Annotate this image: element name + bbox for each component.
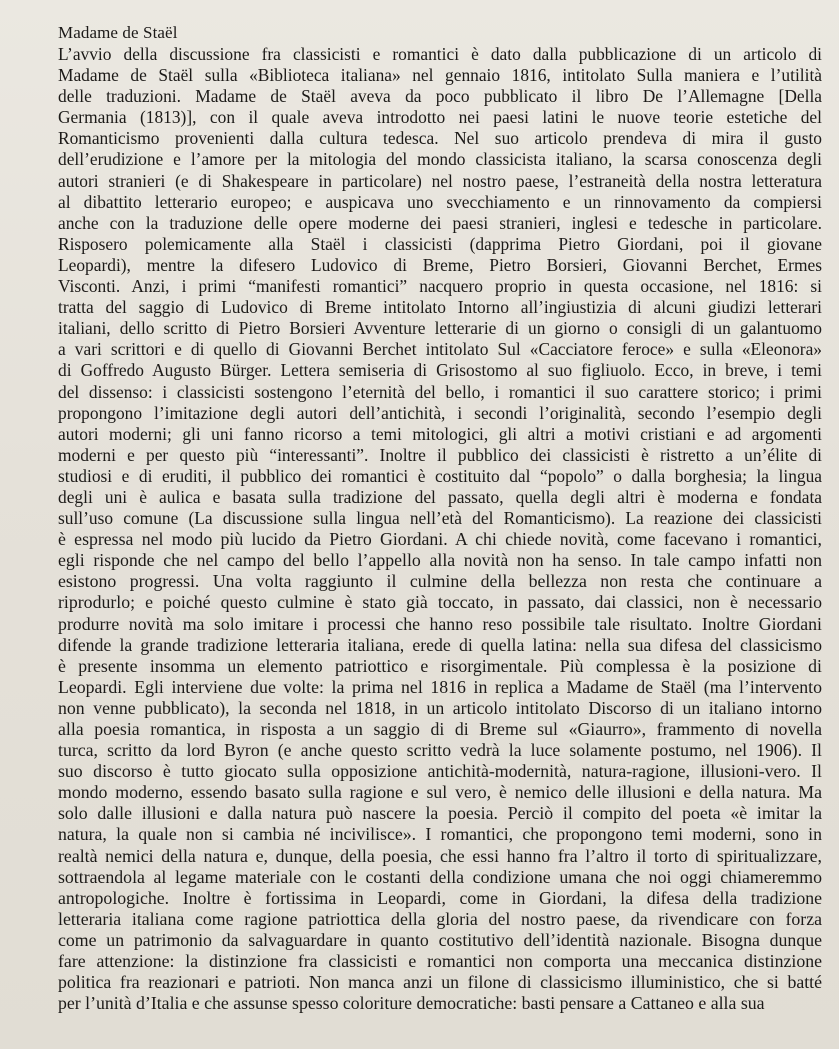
text-line: alla poesia romantica, in risposta a un saggio di di Breme sul «Giaurro», frammento di novella (58, 719, 822, 739)
text-line: del dissenso: i classicisti sostengono l’eternità del bello, i romantici il suo carattere storico; i primi (58, 381, 822, 402)
text-line: italiani, dello scritto di Pietro Borsieri Avventure letterarie di un giorno o consigli di un galantuomo (58, 318, 822, 339)
text-line: Germania (1813)], con il quale aveva introdotto nei paesi latini le nuove teorie estetiche del (58, 107, 822, 128)
text-line: Visconti. Anzi, i primi “manifesti romantici” nacquero proprio in questa occasione, nel 1816: si (58, 276, 822, 297)
text-line: al dibattito letterario europeo; e auspicava uno svecchiamento e un rinnovamento da compiersi (58, 191, 822, 212)
text-line: sull’uso comune (La discussione sulla lingua nell’età del Romanticismo). La reazione dei classicisti (58, 508, 822, 529)
text-line: moderni e per questo più “interessanti”. Inoltre il pubblico dei classicisti è ristretto a un’élite di (58, 444, 822, 465)
body-paragraph (58, 44, 822, 1014)
text-line: L’avvio della discussione fra classicisti e romantici è dato dalla pubblicazione di un articolo di (58, 44, 822, 64)
text-line: riprodurlo; e poiché questo culmine è stato già toccato, in passato, dai classici, non è necessario (58, 592, 822, 613)
text-line: propongono l’imitazione degli autori dell’antichità, i secondi l’originalità, secondo l’esempio degli (58, 402, 822, 423)
text-line: Leopardi), mentre la difesero Ludovico di Breme, Pietro Borsieri, Giovanni Berchet, Ermes (58, 254, 822, 275)
text-line: è presente insomma un elemento patriottico e risorgimentale. Più complessa è la posizione di (58, 655, 822, 676)
text-line: è espressa nel modo più lucido da Pietro Giordani. A chi chiede novità, come facevano i romantici, (58, 529, 822, 550)
text-line: antropologiche. Inoltre è fortissima in Leopardi, come in Giordani, la difesa della tradizione (58, 887, 822, 908)
running-head: Madame de Staël (58, 23, 178, 42)
text-line: natura, la quale non si cambia né incivilisce». I romantici, che propongono temi moderni, sono in (58, 824, 822, 845)
text-line: di Goffredo Augusto Bürger. Lettera semiseria di Grisostomo al suo figliuolo. Ecco, in breve, i temi (58, 360, 822, 381)
text-line: esistono progressi. Una volta raggiunto il culmine della bellezza non resta che continuare a (58, 571, 822, 592)
text-line: realtà nemici della natura e, dunque, della poesia, che essi hanno fra l’altro il torto di spiritualizzare, (58, 845, 822, 866)
text-line: per l’unità d’Italia e che assunse spesso coloriture democratiche: basti pensare a Cattaneo e alla sua (58, 993, 765, 1014)
text-line: produrre novità ma solo imitare i processi che hanno reso possibile tale risultato. Inoltre Giordani (58, 613, 822, 634)
text-line: tratta del saggio di Ludovico di Breme intitolato Intorno all’ingiustizia di alcuni giudizi letterari (58, 297, 822, 318)
text-line: studiosi e di eruditi, il pubblico dei romantici è costituito dal “popolo” o dalla borghesia; la lingua (58, 465, 822, 486)
text-line: Madame de Staël sulla «Biblioteca italiana» nel gennaio 1816, intitolato Sulla maniera e l’utilità (58, 65, 822, 86)
text-line: delle traduzioni. Madame de Staël aveva da poco pubblicato il libro De l’Allemagne [Della (58, 86, 822, 107)
text-line: difende la grande tradizione letteraria italiana, erede di quella latina: nella sua difesa del classicismo (58, 634, 822, 655)
text-line: fare attenzione: la distinzione fra classicisti e romantici non comporta una meccanica distinzione (58, 951, 822, 972)
text-line: solo dalle illusioni e dalla natura può nascere la poesia. Perciò il compito del poeta «è imitar la (58, 803, 822, 824)
text-line: sottraendola al legame materiale con le costanti della condizione umana che noi oggi chiameremmo (58, 866, 822, 887)
text-line: autori moderni; gli uni fanno ricorso a temi mitologici, gli altri a motivi cristiani e ad argomenti (58, 423, 822, 444)
text-line: autori stranieri (e di Shakespeare in particolare) nel nostro paese, l’estraneità della nostra letteratura (58, 170, 822, 191)
text-line: non venne pubblicato), la seconda nel 1818, in un articolo intitolato Discorso di un italiano intorno (58, 697, 822, 718)
text-line: suo discorso è tutto giocato sulla opposizione antichità-modernità, natura-ragione, illusioni-vero. Il (58, 761, 822, 782)
text-line: dell’erudizione e l’amore per la mitologia del mondo classicista italiano, la scarsa conoscenza degli (58, 149, 822, 170)
text-line: egli risponde che nel campo del bello l’appello alla novità non ha senso. In tale campo infatti non (58, 550, 822, 571)
text-line: turca, scritto da lord Byron (e anche questo scritto vedrà la luce solamente postumo, nel 1906). Il (58, 740, 822, 761)
text-line: come un patrimonio da salvaguardare in quanto costitutivo dell’identità nazionale. Bisogna dunque (58, 929, 822, 950)
text-line: Leopardi. Egli interviene due volte: la prima nel 1816 in replica a Madame de Staël (ma l’intervento (58, 676, 822, 697)
text-line: politica fra reazionari e patrioti. Non manca anzi un filone di classicismo illuministico, che si batté (58, 972, 822, 993)
text-line: Risposero polemicamente alla Staël i classicisti (dapprima Pietro Giordani, poi il giovane (58, 233, 822, 254)
text-line: Romanticismo provenienti dalla cultura tedesca. Nel suo articolo prendeva di mira il gusto (58, 128, 822, 149)
text-line: degli uni è aulica e basata sulla tradizione del passato, quella degli altri è moderna e fondata (58, 486, 822, 507)
text-line: anche con la traduzione delle opere moderne dei paesi stranieri, inglesi e tedesche in particolare. (58, 212, 822, 233)
text-line: a vari scrittori e di quello di Giovanni Berchet intitolato Sul «Cacciatore feroce» e sulla «Eleonora» (58, 339, 822, 360)
text-line: letteraria italiana come ragione patriottica della gloria del nostro paese, da rivendicare con forza (58, 908, 822, 929)
text-line: mondo moderno, essendo basato sulla ragione e sul vero, è nemico delle illusioni e della natura. Ma (58, 782, 822, 803)
